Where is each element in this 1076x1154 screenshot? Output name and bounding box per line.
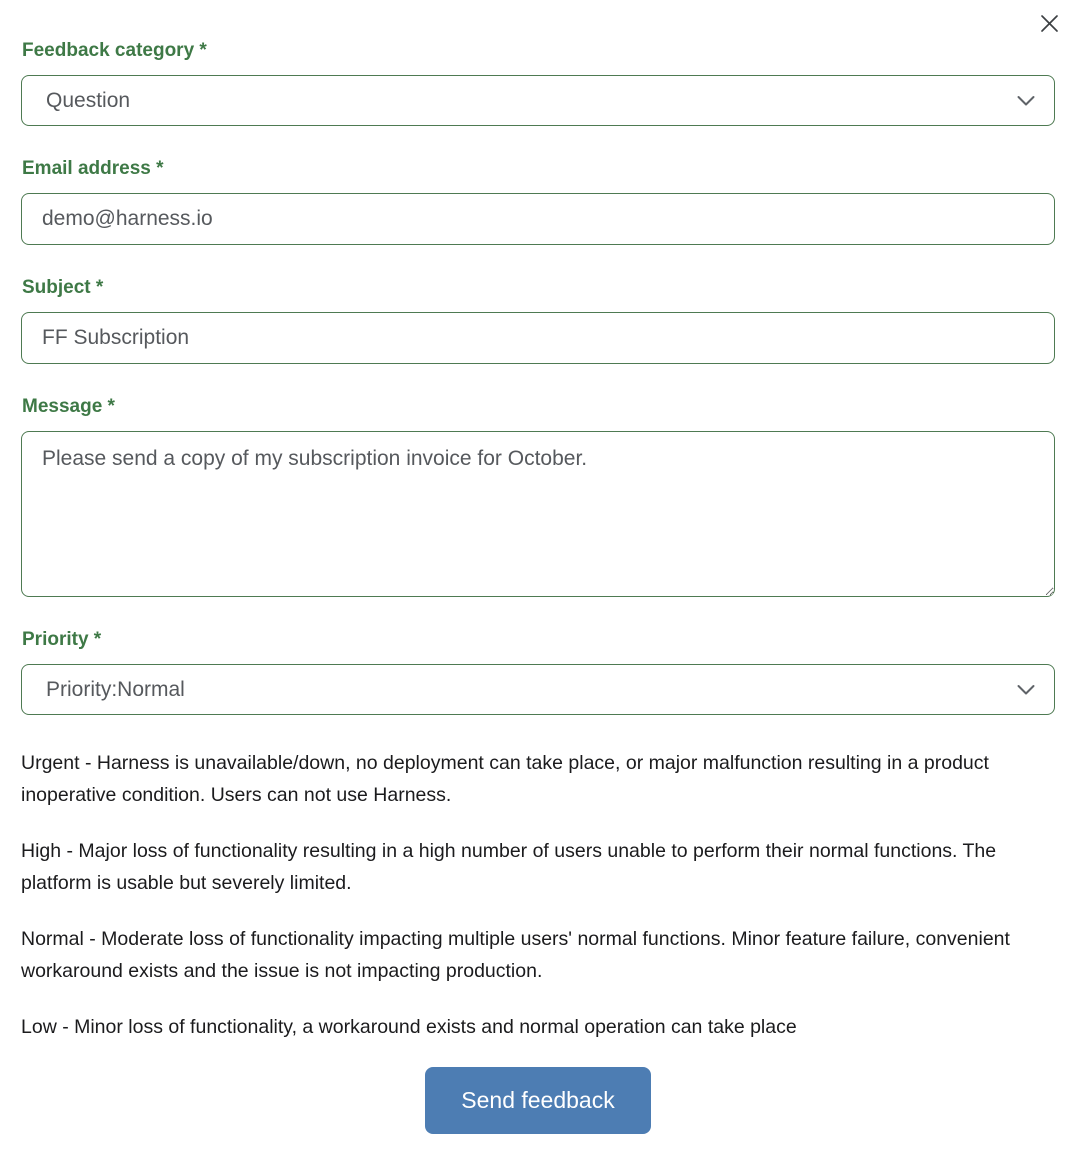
priority-description-urgent: Urgent - Harness is unavailable/down, no deployment can take place, or major malfunction resulting in a product inoperative condition. Users can not use Harness. — [21, 752, 989, 806]
email-input[interactable] — [21, 193, 1055, 245]
priority-description-low: Low - Minor loss of functionality, a workaround exists and normal operation can take place — [21, 1016, 797, 1038]
priority-label: Priority * — [22, 629, 102, 650]
field-subject — [21, 277, 1055, 364]
feedback-form — [21, 40, 1055, 1134]
field-message — [21, 396, 1055, 597]
feedback-category-label: Feedback category * — [22, 40, 207, 61]
send-feedback-button[interactable]: Send feedback — [425, 1067, 650, 1134]
priority-description-high: High - Major loss of functionality resulting in a high number of users unable to perform their normal functions. The platform is usable but severely limited. — [21, 840, 997, 894]
priority-description-normal: Normal - Moderate loss of functionality impacting multiple users' normal functions. Minor feature failure, convenient workaround exists and the issue is not impacting production. — [21, 928, 1010, 982]
close-icon — [1040, 21, 1059, 36]
field-feedback-category — [21, 40, 1055, 126]
feedback-category-select[interactable] — [21, 75, 1055, 126]
message-label: Message * — [22, 396, 115, 417]
priority-select[interactable] — [21, 664, 1055, 715]
field-email-address — [21, 158, 1055, 245]
field-priority — [21, 629, 1055, 715]
close-button[interactable] — [1036, 10, 1062, 36]
email-address-label: Email address * — [22, 158, 164, 179]
subject-label: Subject * — [22, 277, 104, 298]
actions-row — [21, 1067, 1055, 1134]
subject-input[interactable] — [21, 312, 1055, 364]
message-textarea[interactable] — [21, 431, 1055, 597]
